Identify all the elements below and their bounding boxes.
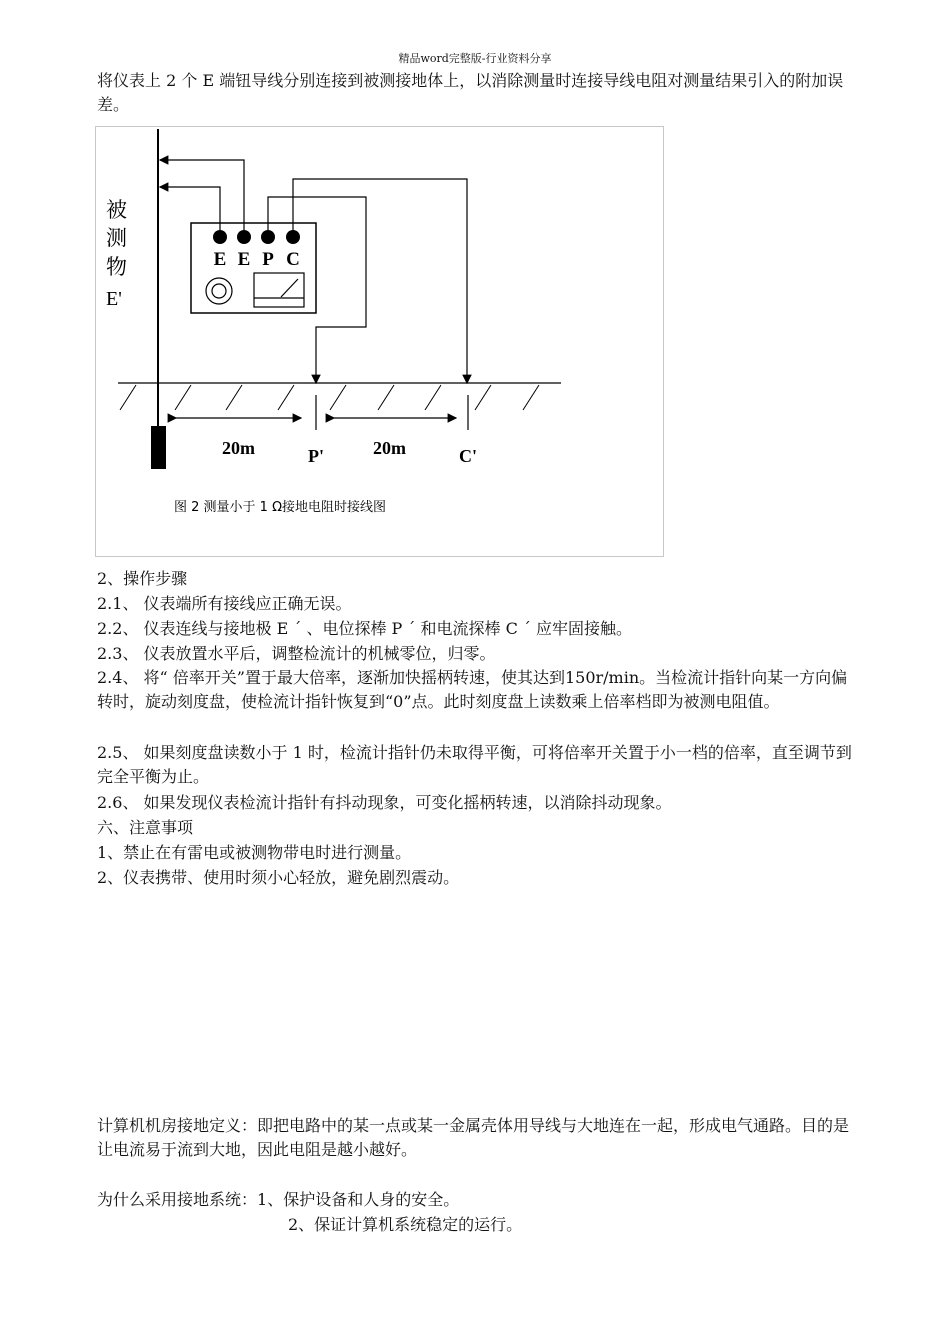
terminal-label: P	[262, 249, 274, 270]
wiring-diagram	[95, 126, 664, 557]
terminal-post	[237, 230, 251, 244]
object-label-char: 测	[106, 226, 127, 250]
definition-paragraph: 计算机机房接地定义：即把电路中的某一点或某一金属壳体用导线与大地连在一起，形成电气通路。目的是让电流易于流到大地，因此电阻是越小越好。	[97, 1116, 850, 1159]
step-item: 2.3、 仪表放置水平后，调整检流计的机械零位，归零。	[97, 644, 496, 663]
section-notes-heading: 六、注意事项	[97, 818, 194, 837]
terminal-post	[213, 230, 227, 244]
wire-p	[268, 197, 366, 383]
page-header: 精品word完整版-行业资料分享	[398, 52, 552, 65]
section-steps-heading: 2、操作步骤	[97, 569, 188, 588]
probe-label-c: C'	[459, 446, 477, 466]
object-label-char: 被	[106, 198, 127, 222]
step-item: 2.1、 仪表端所有接线应正确无误。	[97, 594, 352, 613]
distance-label-2: 20m	[373, 438, 406, 458]
terminal-post	[286, 230, 300, 244]
wire-e2	[160, 160, 244, 230]
step-item: 2.2、 仪表连线与接地极 E ´ 、电位探棒 P ´ 和电流探棒 C ´ 应牢固接触。	[97, 619, 632, 638]
why-item: 2、保证计算机系统稳定的运行。	[288, 1215, 523, 1234]
terminal-label: E	[213, 249, 227, 270]
terminal-label: C	[286, 249, 300, 270]
step-item: 2.6、 如果发现仪表检流计指针有抖动现象，可变化摇柄转速，以消除抖动现象。	[97, 793, 672, 812]
distance-label-1: 20m	[222, 438, 255, 458]
note-item: 2、仪表携带、使用时须小心轻放，避免剧烈震动。	[97, 868, 460, 887]
object-label	[106, 198, 127, 310]
note-item: 1、禁止在有雷电或被测物带电时进行测量。	[97, 843, 412, 862]
step-item: 2.5、 如果刻度盘读数小于 1 时，检流计指针仍未取得平衡，可将倍率开关置于小一档的倍率，直至调节到完全平衡为止。	[97, 743, 852, 786]
ground-hatching	[120, 385, 539, 410]
terminal-post	[261, 230, 275, 244]
object-label-char: 物	[106, 255, 127, 279]
why-lead: 为什么采用接地系统：	[97, 1190, 258, 1209]
galvanometer-icon	[254, 273, 304, 307]
terminal-posts	[213, 230, 300, 244]
figure-caption: 图 2 测量小于 1 Ω接地电阻时接线图	[174, 500, 387, 515]
terminal-labels	[214, 249, 300, 270]
terminal-label: E	[237, 249, 251, 270]
probe-label-p: P'	[308, 446, 324, 466]
step-item: 2.4、 将“ 倍率开关”置于最大倍率，逐渐加快摇柄转速，使其达到150r/min。当检流计指针向某一方向偏转时，旋动刻度盘，使检流计指针恢复到“0”点。此时刻度盘上读数乘上倍率档即为被测电阻值。	[97, 668, 848, 711]
wire-c	[293, 179, 467, 383]
object-label-sub: E'	[106, 288, 122, 310]
why-item: 1、保护设备和人身的安全。	[257, 1190, 460, 1209]
crank-dial-icon	[206, 278, 232, 304]
ground-electrode	[151, 426, 166, 469]
why-line	[97, 1188, 857, 1212]
intro-paragraph: 将仪表上 2 个 E 端钮导线分别连接到被测接地体上，以消除测量时连接导线电阻对测量结果引入的附加误差。	[97, 71, 844, 114]
